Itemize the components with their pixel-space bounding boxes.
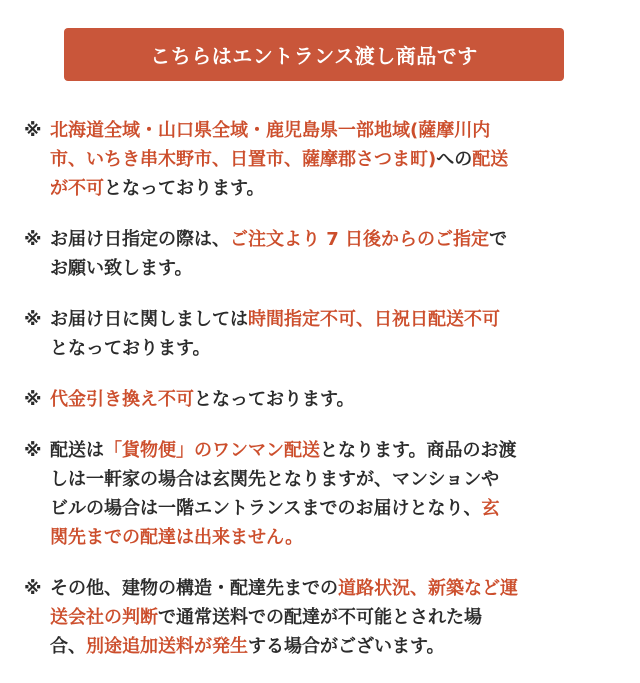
reference-mark-icon: ※ <box>24 120 42 141</box>
highlighted-text: 時間指定不可、日祝日配送不可 <box>248 309 500 330</box>
body-text: で <box>489 229 508 250</box>
note-line <box>50 494 616 523</box>
note-item <box>24 225 616 283</box>
reference-mark-icon: ※ <box>24 389 42 410</box>
note-line <box>50 574 616 603</box>
note-text <box>50 436 616 552</box>
note-line <box>50 305 616 334</box>
note-line <box>50 116 616 145</box>
note-line <box>50 254 616 283</box>
reference-mark-icon: ※ <box>24 440 42 461</box>
body-text: ビルの場合は一階エントランスまでのお届けとなり、 <box>50 498 482 519</box>
body-text: しは一軒家の場合は玄関先となりますが、マンションや <box>50 469 500 490</box>
body-text: お届け日指定の際は、 <box>50 229 230 250</box>
body-text: となっております。 <box>50 338 211 359</box>
highlighted-text: 別途追加送料が発生 <box>86 636 248 657</box>
note-text <box>50 305 616 363</box>
highlighted-text: 配送 <box>472 149 509 170</box>
body-text: となります。商品のお渡 <box>320 440 517 461</box>
note-line <box>50 603 616 632</box>
notes-list <box>24 116 616 683</box>
highlighted-text: 玄 <box>481 498 500 519</box>
note-line <box>50 632 616 661</box>
body-text: となっております。 <box>194 389 355 410</box>
note-item <box>24 385 616 414</box>
body-text: その他、建物の構造・配達先までの <box>50 578 338 599</box>
body-text: お届け日に関しましては <box>50 309 248 330</box>
banner <box>64 28 564 81</box>
highlighted-text: が不可 <box>50 178 104 199</box>
note-item <box>24 305 616 363</box>
body-text: お願い致します。 <box>50 258 193 279</box>
highlighted-text: 代金引き換え不可 <box>50 389 194 410</box>
reference-mark-icon: ※ <box>24 309 42 330</box>
note-line <box>50 385 616 414</box>
body-text: で通常送料での配達が不可能とされた場 <box>158 607 482 628</box>
note-text <box>50 574 616 661</box>
note-line <box>50 523 616 552</box>
note-line <box>50 225 616 254</box>
note-line <box>50 436 616 465</box>
note-text <box>50 225 616 283</box>
body-text: となっております。 <box>104 178 265 199</box>
note-line <box>50 145 616 174</box>
reference-mark-icon: ※ <box>24 229 42 250</box>
note-item <box>24 574 616 661</box>
highlighted-text: 送会社の判断 <box>50 607 158 628</box>
note-line <box>50 465 616 494</box>
note-text <box>50 385 616 414</box>
highlighted-text: 道路状況、新築など運 <box>338 578 518 599</box>
note-item <box>24 116 616 203</box>
banner-title: こちらはエントランス渡し商品です <box>150 44 478 68</box>
highlighted-text: 北海道全域・山口県全域・鹿児島県一部地域(薩摩川内 <box>50 120 491 141</box>
body-text: 配送は <box>50 440 104 461</box>
reference-mark-icon: ※ <box>24 578 42 599</box>
body-text: への <box>436 149 473 170</box>
highlighted-text: 「貨物便」のワンマン配送 <box>104 440 320 461</box>
body-text: 合、 <box>50 636 86 657</box>
note-item <box>24 436 616 552</box>
highlighted-text: ご注文より 7 日後からのご指定 <box>230 229 490 250</box>
highlighted-text: 関先までの配達は出来ません。 <box>50 527 304 548</box>
note-line <box>50 334 616 363</box>
note-line <box>50 174 616 203</box>
note-text <box>50 116 616 203</box>
body-text: する場合がございます。 <box>248 636 445 657</box>
highlighted-text: 市、いちき串木野市、日置市、薩摩郡さつま町) <box>50 149 437 170</box>
